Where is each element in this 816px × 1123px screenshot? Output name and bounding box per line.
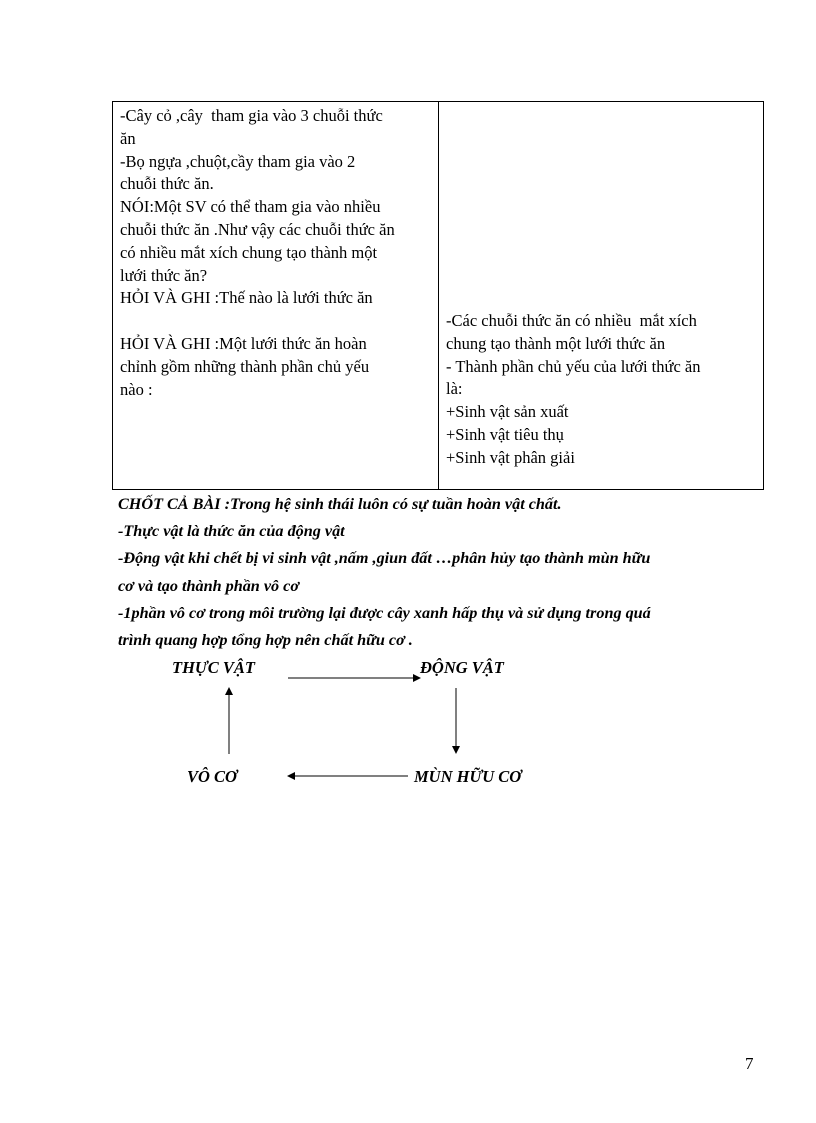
node-animals: ĐỘNG VẬT	[420, 658, 504, 677]
right-line: là:	[446, 379, 463, 399]
left-line: chuỗi thức ăn .Như vậy các chuỗi thức ăn	[120, 219, 395, 239]
left-line: lưới thức ăn?	[120, 265, 208, 285]
left-line: chỉnh gồm những thành phần chủ yếu	[120, 356, 370, 376]
summary-line: cơ và tạo thành phần vô cơ	[118, 576, 300, 595]
summary-line: trình quang hợp tổng hợp nên chất hữu cơ .	[118, 631, 413, 650]
left-line: -Cây cỏ ,cây tham gia vào 3 chuỗi thức	[120, 106, 383, 125]
node-humus: MÙN HỮU CƠ	[414, 767, 522, 786]
node-plants: THỰC VẬT	[172, 658, 255, 677]
left-line: NÓI:Một SV có thể tham gia vào nhiều	[120, 197, 381, 217]
node-inorganic: VÔ CƠ	[187, 767, 237, 786]
summary-line: -Động vật khi chết bị vi sinh vật ,nấm ,giun đất …phân hủy tạo thành mùn hữu	[118, 549, 651, 568]
left-line: HỎI VÀ GHI :Thế nào là lưới thức ăn	[120, 288, 373, 308]
summary-heading: CHỐT CẢ BÀI :Trong hệ sinh thái luôn có sự tuần hoàn vật chất.	[118, 495, 562, 513]
left-line: -Bọ ngựa ,chuột,cầy tham gia vào 2	[120, 151, 356, 171]
left-line: nào :	[120, 379, 153, 399]
left-line: chuỗi thức ăn.	[120, 174, 214, 194]
left-line: ăn	[120, 128, 136, 148]
right-line: chung tạo thành một lưới thức ăn	[446, 333, 666, 353]
page-number: 7	[745, 1054, 754, 1073]
right-line: - Thành phần chủ yếu của lưới thức ăn	[446, 356, 701, 376]
right-line: -Các chuỗi thức ăn có nhiều mắt xích	[446, 311, 697, 330]
right-line: +Sinh vật phân giải	[446, 447, 575, 467]
summary-line: -1phần vô cơ trong môi trường lại được cây xanh hấp thụ và sử dụng trong quá	[118, 603, 651, 622]
right-line: +Sinh vật tiêu thụ	[446, 424, 564, 444]
summary-line: -Thực vật là thức ăn của động vật	[118, 522, 345, 541]
left-line: có nhiều mắt xích chung tạo thành một	[120, 242, 378, 262]
left-line: HỎI VÀ GHI :Một lưới thức ăn hoàn	[120, 333, 367, 353]
right-line: +Sinh vật sản xuất	[446, 402, 569, 422]
